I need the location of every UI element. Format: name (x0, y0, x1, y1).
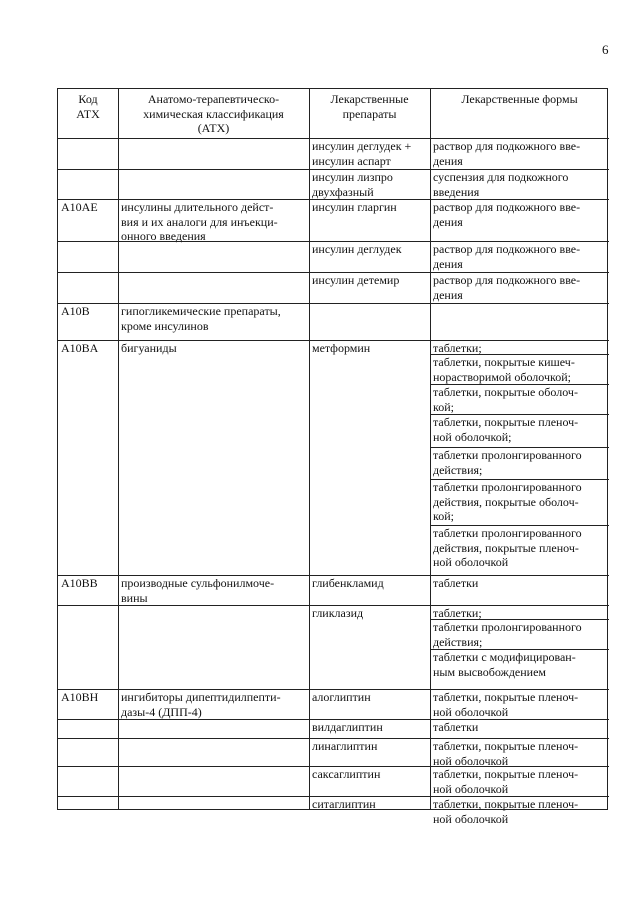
dosage-form-line: таблетки, покрытые кишеч- (433, 355, 575, 369)
dosage-form (430, 575, 609, 592)
dosage-form (430, 525, 609, 571)
header-classification (118, 91, 309, 137)
dosage-form-line: таблетки пролонгированного (433, 526, 582, 540)
atc-code (58, 199, 118, 216)
atc-classification-line: вины (121, 590, 148, 605)
dosage-form-line: таблетки (433, 576, 479, 590)
drug-name-line: инсулин аспарт (312, 153, 391, 168)
atc-classification-line: кроме инсулинов (121, 318, 209, 333)
drug-name (309, 738, 430, 755)
dosage-form-line: суспензия для подкожного (433, 170, 569, 184)
dosage-form (430, 241, 609, 272)
atc-code-line: A10AE (61, 200, 98, 214)
atc-code (58, 169, 118, 171)
dosage-form-line: таблетки, покрытые пленоч- (433, 690, 579, 704)
dosage-form (430, 199, 609, 230)
drug-name-line: саксаглиптин (312, 767, 381, 781)
drug-name (309, 138, 430, 169)
dosage-form (430, 479, 609, 525)
atc-code (58, 575, 118, 592)
dosage-form-line: таблетки, покрытые пленоч- (433, 739, 579, 753)
dosage-form-line: дения (433, 214, 463, 229)
header-classification-line: Анатомо-терапевтическо- (147, 92, 280, 106)
dosage-form-line: таблетки, покрытые пленоч- (433, 415, 579, 429)
atc-classification (118, 241, 309, 243)
dosage-form-line: раствор для подкожного вве- (433, 139, 581, 153)
drug-name-line: глибенкламид (312, 576, 384, 590)
dosage-form (430, 384, 609, 415)
atc-classification-line: производные сульфонилмоче- (121, 576, 275, 590)
atc-code (58, 738, 118, 740)
atc-classification (118, 738, 309, 740)
dosage-form (430, 447, 609, 478)
atc-code (58, 766, 118, 768)
drug-name (309, 689, 430, 706)
atc-code-line: A10BH (61, 690, 99, 704)
dosage-form-line: таблетки; (433, 606, 482, 620)
drug-name (309, 575, 430, 592)
header-forms (430, 91, 609, 108)
dosage-form (430, 796, 609, 827)
atc-classification-line: бигуаниды (121, 341, 177, 355)
atc-classification (118, 272, 309, 274)
dosage-form-line: раствор для подкожного вве- (433, 242, 581, 256)
drug-name (309, 272, 430, 289)
drug-name-line: двухфазный (312, 184, 374, 199)
dosage-form (430, 303, 609, 305)
drug-name-line: ситаглиптин (312, 797, 376, 811)
atc-code (58, 719, 118, 721)
drug-classification-table (57, 88, 608, 826)
dosage-form-line: действия; (433, 462, 483, 477)
header-drugs-line: Лекарственные (330, 92, 409, 106)
dosage-form (430, 766, 609, 797)
atc-code (58, 689, 118, 706)
drug-name-line: гликлазид (312, 606, 364, 620)
atc-classification (118, 138, 309, 140)
dosage-form-line: таблетки (433, 720, 479, 734)
dosage-form-line: таблетки пролонгированного (433, 620, 582, 634)
atc-classification-line: ингибиторы дипептидилпепти- (121, 690, 281, 704)
atc-code (58, 605, 118, 607)
drug-name (309, 796, 430, 813)
header-code-line: АТХ (76, 106, 100, 121)
header-classification-line: химическая классификация (143, 106, 284, 121)
drug-name-line: алоглиптин (312, 690, 371, 704)
dosage-form (430, 719, 609, 736)
drug-name (309, 199, 430, 216)
dosage-form-line: дения (433, 287, 463, 302)
dosage-form-line: действия, покрытые пленоч- (433, 540, 579, 555)
dosage-form-line: действия; (433, 634, 483, 649)
atc-classification-line: дазы-4 (ДПП-4) (121, 704, 202, 719)
atc-classification (118, 605, 309, 607)
drug-name (309, 241, 430, 258)
drug-name (309, 766, 430, 783)
dosage-form-line: раствор для подкожного вве- (433, 273, 581, 287)
atc-code-line: A10B (61, 304, 90, 318)
drug-name (309, 340, 430, 357)
atc-classification (118, 575, 309, 606)
dosage-form-line: ной оболочкой (433, 704, 509, 719)
drug-name-line: вилдаглиптин (312, 720, 383, 734)
dosage-form-line: таблетки пролонгированного (433, 480, 582, 494)
drug-name (309, 719, 430, 736)
atc-classification (118, 340, 309, 357)
dosage-form-line: ным высвобождением (433, 664, 547, 679)
dosage-form-line: раствор для подкожного вве- (433, 200, 581, 214)
dosage-form-line: таблетки пролонгированного (433, 448, 582, 462)
header-classification-line: (АТХ) (197, 121, 230, 135)
atc-classification (118, 303, 309, 334)
dosage-form (430, 414, 609, 445)
dosage-form (430, 649, 609, 680)
dosage-form-line: таблетки, покрытые пленоч- (433, 797, 579, 811)
dosage-form (430, 169, 609, 200)
dosage-form-line: кой; (433, 509, 454, 523)
drug-name (309, 605, 430, 622)
dosage-form-line: таблетки; (433, 341, 482, 355)
drug-name (309, 303, 430, 305)
atc-code (58, 796, 118, 798)
drug-name-line: инсулин лизпро (312, 170, 393, 184)
atc-classification (118, 719, 309, 721)
dosage-form-line: таблетки с модифицирован- (433, 650, 576, 664)
header-drugs-line: препараты (342, 106, 397, 121)
drug-name-line: инсулин деглудек (312, 242, 402, 256)
atc-classification (118, 766, 309, 768)
atc-code (58, 241, 118, 243)
header-code (58, 91, 118, 122)
atc-classification-line: гипогликемические препараты, (121, 304, 281, 318)
atc-classification-line: вия и их аналоги для инъекци- (121, 214, 278, 229)
page-number: 6 (602, 42, 609, 57)
dosage-form-line: ной оболочкой (433, 781, 509, 796)
dosage-form-line: дения (433, 256, 463, 271)
dosage-form-line: ной оболочкой (433, 811, 509, 826)
dosage-form-line: ной оболочкой (433, 555, 509, 569)
dosage-form-line: ной оболочкой (433, 753, 509, 768)
drug-name-line: инсулин гларгин (312, 200, 397, 214)
atc-code (58, 303, 118, 320)
header-code-line: Код (78, 92, 98, 106)
dosage-form-line: ной оболочкой; (433, 429, 512, 444)
atc-code-line: A10BA (61, 341, 99, 355)
dosage-form-line: таблетки, покрытые пленоч- (433, 767, 579, 781)
atc-code (58, 272, 118, 274)
drug-name-line: инсулин деглудек + (312, 139, 412, 153)
drug-name (309, 169, 430, 200)
atc-code (58, 138, 118, 140)
drug-name-line: инсулин детемир (312, 273, 400, 287)
atc-classification (118, 796, 309, 798)
atc-classification (118, 689, 309, 720)
drug-name-line: метформин (312, 341, 371, 355)
atc-code-line: A10BB (61, 576, 98, 590)
atc-classification (118, 169, 309, 171)
header-forms-line: Лекарственные формы (461, 92, 578, 106)
dosage-form-line: кой; (433, 399, 454, 414)
dosage-form (430, 619, 609, 650)
dosage-form-line: таблетки, покрытые оболоч- (433, 385, 578, 399)
dosage-form (430, 738, 609, 769)
atc-classification (118, 199, 309, 245)
dosage-form (430, 689, 609, 720)
dosage-form (430, 138, 609, 169)
drug-name-line: линаглиптин (312, 739, 378, 753)
dosage-form-line: действия, покрытые оболоч- (433, 494, 579, 509)
header-drugs (309, 91, 430, 122)
dosage-form-line: дения (433, 153, 463, 168)
dosage-form-line: введения (433, 184, 480, 199)
atc-code (58, 340, 118, 357)
dosage-form (430, 272, 609, 303)
atc-classification-line: онного введения (121, 229, 206, 243)
dosage-form (430, 354, 609, 385)
atc-classification-line: инсулины длительного дейст- (121, 200, 274, 214)
dosage-form-line: норастворимой оболочкой; (433, 369, 571, 384)
